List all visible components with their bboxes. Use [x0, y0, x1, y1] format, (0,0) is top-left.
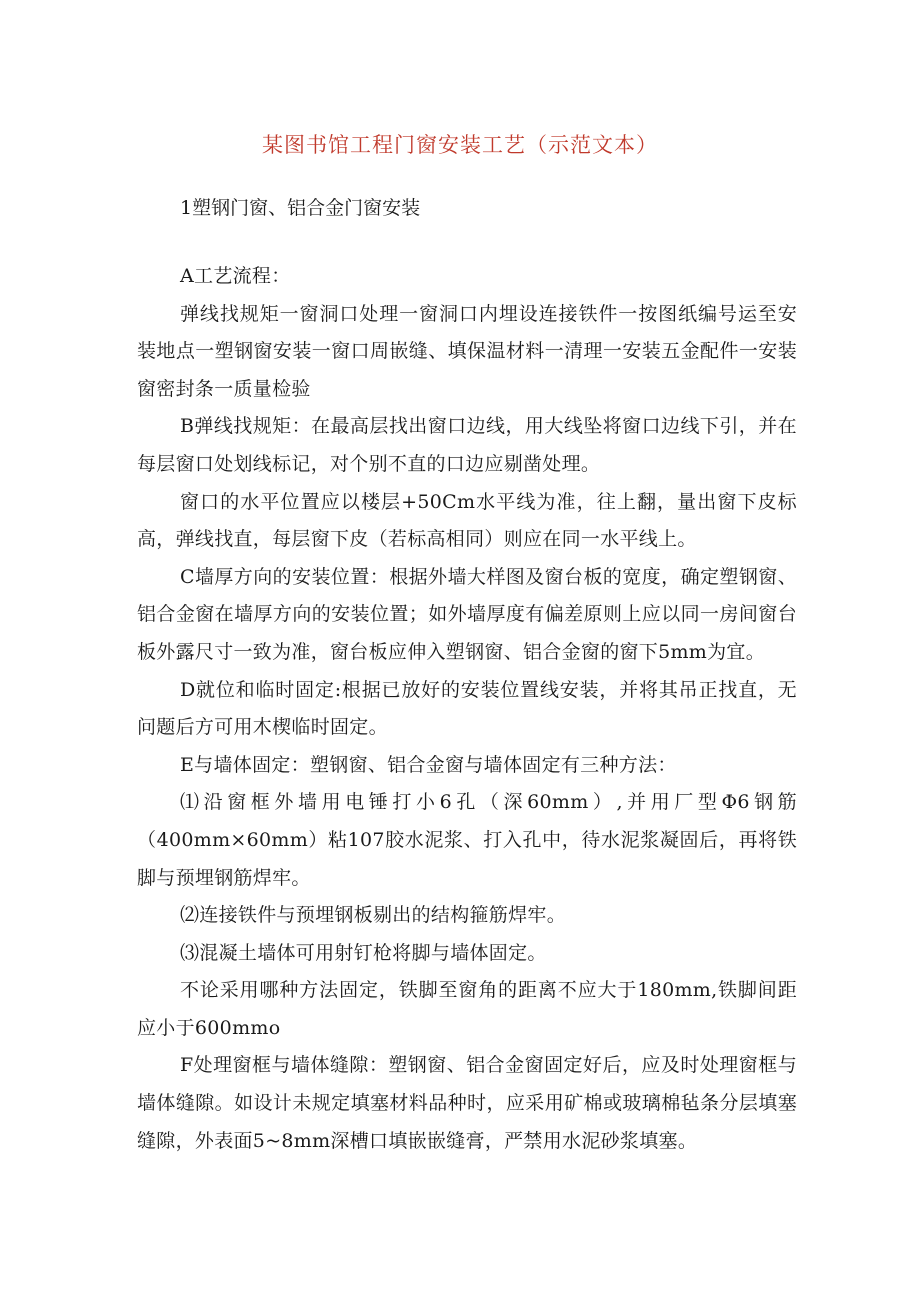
paragraph: 弹线找规矩一窗洞口处理一窗洞口内埋设连接铁件一按图纸编号运至安装地点一塑钢窗安装一窗口周嵌缝、填保温材料一清理一安装五金配件一安装窗密封条一质量检验 — [137, 302, 797, 400]
paragraph: ⑵连接铁件与预埋钢板剔出的结构箍筋焊牢。 — [180, 904, 567, 927]
paragraph: 不论采用哪种方法固定，铁脚至窗角的距离不应大于180mm,铁脚间距应小于600mmo — [137, 979, 797, 1039]
paragraph: ⑴沿窗框外墙用电锤打小6孔（深60mm）,并用厂型Φ6钢筋（400mm×60mm）粘107胶水泥浆、打入孔中，待水泥浆凝固后，再将铁脚与预埋钢筋焊牢。 — [137, 791, 797, 889]
document-body — [137, 258, 797, 1160]
paragraph: 窗口的水平位置应以楼层+50Cm水平线为准，往上翻，量出窗下皮标高，弹线找直，每层窗下皮（若标高相同）则应在同一水平线上。 — [137, 490, 797, 551]
paragraph: D就位和临时固定:根据已放好的安装位置线安装，并将其吊正找直，无问题后方可用木楔临时固定。 — [137, 678, 797, 739]
paragraph: A工艺流程： — [180, 265, 291, 287]
section-heading: 1塑钢门窗、铝合金门窗安装 — [180, 197, 421, 219]
paragraph: B弹线找规矩：在最高层找出窗口边线，用大线坠将窗口边线下引，并在每层窗口处划线标记，对个别不直的口边应剔凿处理。 — [137, 415, 797, 475]
paragraph: F处理窗框与墙体缝隙：塑钢窗、铝合金窗固定好后，应及时处理窗框与墙体缝隙。如设计未规定填塞材料品种时，应采用矿棉或玻璃棉毡条分层填塞缝隙，外表面5~8mm深槽口填嵌嵌缝膏，严禁用水泥砂浆填塞。 — [137, 1054, 797, 1152]
document-title: 某图书馆工程门窗安装工艺（示范文本） — [262, 133, 658, 157]
paragraph: C墙厚方向的安装位置：根据外墙大样图及窗台板的宽度，确定塑钢窗、铝合金窗在墙厚方向的安装位置；如外墙厚度有偏差原则上应以同一房间窗台板外露尺寸一致为准，窗台板应伸入塑钢窗、铝合金窗的窗下5mm为宜。 — [137, 565, 797, 663]
paragraph: ⑶混凝土墙体可用射钉枪将脚与墙体固定。 — [180, 941, 547, 964]
paragraph: E与墙体固定：塑钢窗、铝合金窗与墙体固定有三种方法： — [180, 753, 677, 776]
